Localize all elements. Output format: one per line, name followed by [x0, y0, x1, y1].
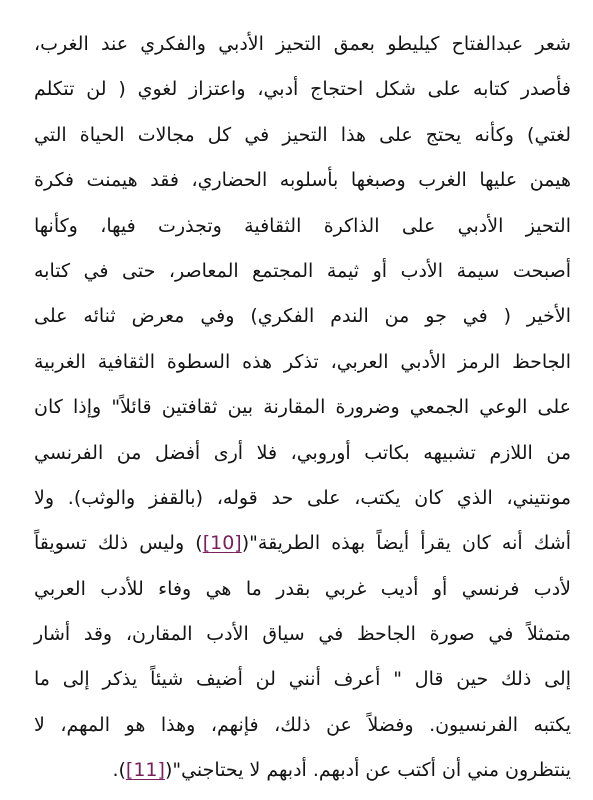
text-line-with-footnote: [34, 753, 571, 798]
text-line: متمثلاً في صورة الجاحظ في سياق الأدب المقارن، وقد أشار: [34, 623, 571, 646]
footnote-link-11[interactable]: [11]: [125, 759, 165, 782]
text-line: من اللازم تشبيهه بكاتب أوروبي، فلا أرى أفضل من الفرنسي: [34, 441, 571, 464]
bracket-open: (: [164, 759, 173, 782]
text-line: إلى ذلك حين قال " أعرف أنني لن أضيف شيئاً يذكر إلى ما: [34, 668, 571, 691]
text-line: التحيز الأدبي على الذاكرة الثقافية وتجذرت فيها، وكأنها: [34, 214, 571, 237]
text-line: لأدب فرنسي أو أديب غربي بقدر ما هي وفاء للأدب العربي: [34, 577, 571, 600]
text-line: الجاحظ الرمز الأدبي العربي، تذكر هذه السطوة الثقافية الغربية: [34, 350, 571, 373]
text-line: هيمن عليها الغرب وصبغها بأسلوبه الحضاري، فقد هيمنت فكرة: [34, 169, 571, 192]
bracket-open: (: [241, 532, 250, 555]
text-line: لغتي) وكأنه يحتج على هذا التحيز في كل مجالات الحياة التي: [34, 123, 571, 146]
text-segment: أشك أنه كان يقرأ أيضاً بهذه الطريقة": [249, 532, 571, 555]
text-line: على الوعي الجمعي وضرورة المقارنة بين ثقافتين قائلاً" وإذا كان: [34, 396, 571, 419]
text-line: الأخير ( في جو من الندم الفكري) وفي معرض ثنائه على: [34, 305, 571, 328]
footnote-link-10[interactable]: [10]: [202, 532, 242, 555]
text-segment: ) وليس ذلك تسويقاً: [34, 532, 203, 555]
text-segment: ينتظرون مني أن أكتب عن أدبهم. أدبهم لا يحتاجني": [172, 759, 571, 782]
text-line: أصبحت سيمة الأدب أو ثيمة المجتمع المعاصر، حتى في كتابه: [34, 259, 571, 282]
text-line: يكتبه الفرنسيون. وفضلاً عن ذلك، فإنهم، وهذا هو المهم، لا: [34, 713, 571, 736]
text-line: مونتيني، الذي كان يكتب، على حد قوله، (بالقفز والوثب). ولا: [34, 486, 571, 509]
text-line: فأصدر كتابه على شكل احتجاج أدبي، واعتزاز لغوي ( لن تتكلم: [34, 78, 571, 101]
text-line: شعر عبدالفتاح كيليطو بعمق التحيز الأدبي والفكري عند الغرب،: [34, 33, 571, 55]
text-segment: ).: [112, 759, 126, 782]
text-line-with-footnote: [34, 526, 571, 571]
